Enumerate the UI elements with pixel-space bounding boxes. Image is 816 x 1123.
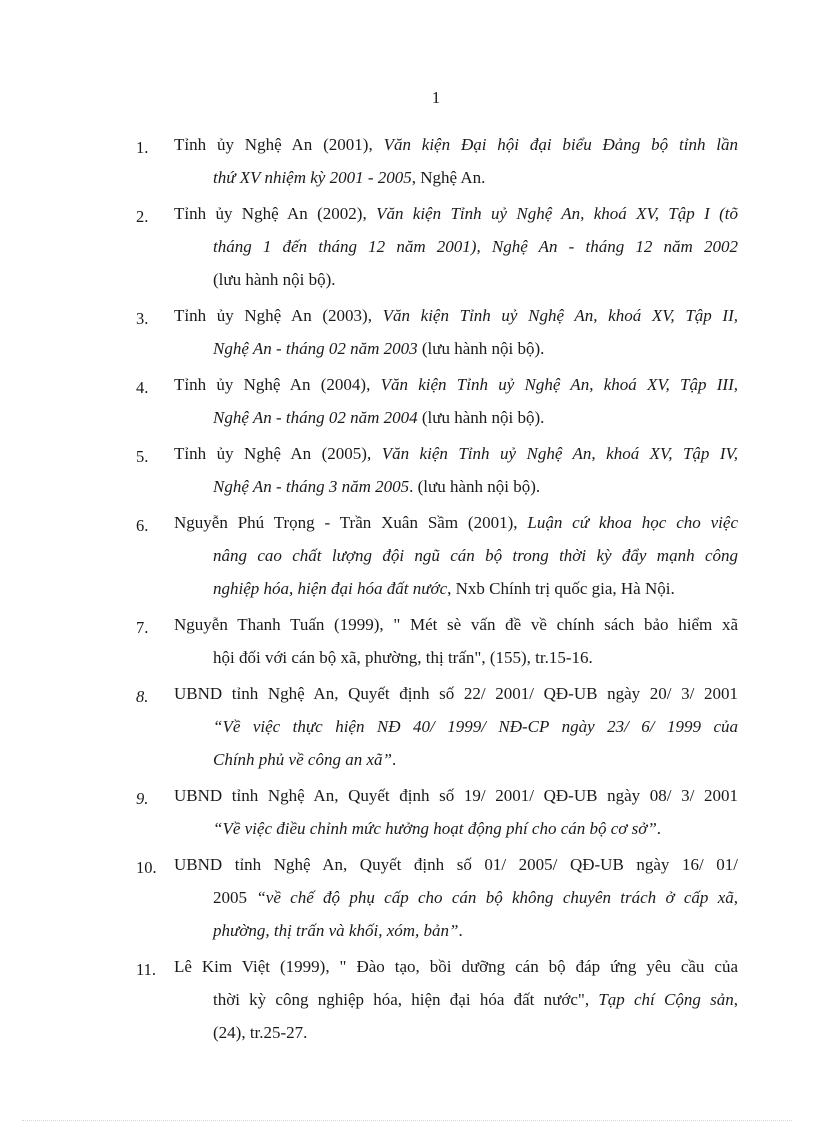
italic-title-segment: Văn kiện Đại hội đại biểu Đảng bộ tỉnh lần	[383, 135, 739, 154]
reference-number: 5.	[136, 447, 149, 466]
italic-title-segment: Văn kiện Tỉnh uỷ Nghệ An, khoá XV, Tập IV,	[381, 444, 738, 463]
reference-text	[174, 608, 738, 674]
reference-line	[174, 641, 738, 674]
reference-line	[174, 368, 738, 401]
italic-title-segment: Văn kiện Tỉnh uỷ Nghệ An, khoá XV, Tập II,	[382, 306, 738, 325]
reference-line	[174, 914, 738, 947]
reference-text	[174, 368, 738, 434]
text-segment: Tỉnh ủy Nghệ An (2004),	[174, 375, 381, 394]
text-segment: Tỉnh ủy Nghệ An (2002),	[174, 204, 377, 223]
reference-list	[0, 128, 816, 1052]
italic-title-segment: “Về việc điều chỉnh mức hưởng hoạt động phí cho cán bộ cơ sở”	[213, 819, 657, 838]
reference-number: 9.	[136, 789, 149, 808]
italic-title-segment: Nghệ An - tháng 02 năm 2004	[213, 408, 418, 427]
italic-title-segment: Nghệ An - tháng 02 năm 2003	[213, 339, 418, 358]
reference-text	[174, 950, 738, 1049]
reference-text	[174, 506, 738, 605]
reference-number: 4.	[136, 378, 149, 397]
reference-line	[174, 572, 738, 605]
reference-text	[174, 128, 738, 194]
text-segment: hội đối với cán bộ xã, phường, thị trấn", (155), tr.15-16.	[213, 648, 593, 667]
reference-line	[174, 983, 738, 1016]
reference-item	[0, 608, 816, 674]
reference-number: 7.	[136, 618, 149, 637]
reference-text	[174, 779, 738, 845]
italic-title-segment: phường, thị trấn và khối, xóm, bản”	[213, 921, 459, 940]
text-segment: . (lưu hành nội bộ).	[409, 477, 541, 496]
reference-item	[0, 299, 816, 365]
italic-title-segment: Tạp chí Cộng sản	[598, 990, 734, 1009]
reference-text	[174, 677, 738, 776]
reference-line	[174, 401, 738, 434]
text-segment: Lê Kim Việt (1999), " Đào tạo, bồi dưỡng cán bộ đáp ứng yêu cầu của	[174, 957, 738, 976]
text-segment: .	[656, 819, 662, 838]
reference-item	[0, 848, 816, 947]
reference-number: 3.	[136, 309, 149, 328]
reference-line	[174, 470, 738, 503]
reference-item	[0, 437, 816, 503]
reference-line	[174, 779, 738, 812]
italic-title-segment: Văn kiện Tỉnh uỷ Nghệ An, khoá XV, Tập I (tõ	[376, 204, 738, 223]
italic-title-segment: Luận cứ khoa học cho việc	[527, 513, 738, 532]
italic-title-segment: thứ XV nhiệm kỳ 2001 - 2005	[213, 168, 412, 187]
italic-title-segment: Văn kiện Tỉnh uỷ Nghệ An, khoá XV, Tập III,	[380, 375, 738, 394]
reference-number: 10.	[136, 858, 157, 877]
reference-item	[0, 779, 816, 845]
italic-title-segment: “về chế độ phụ cấp cho cán bộ không chuyên trách ở cấp xã,	[256, 888, 738, 907]
text-segment: UBND tỉnh Nghệ An, Quyết định số 19/ 2001/ QĐ-UB ngày 08/ 3/ 2001	[174, 786, 738, 805]
reference-line	[174, 230, 738, 263]
text-segment: Tỉnh ủy Nghệ An (2001),	[174, 135, 384, 154]
reference-text	[174, 299, 738, 365]
italic-title-segment: “Về việc thực hiện NĐ 40/ 1999/ NĐ-CP ngày 23/ 6/ 1999 của	[213, 717, 738, 736]
reference-line	[174, 263, 738, 296]
page-bottom-rule	[22, 1120, 792, 1121]
reference-item	[0, 950, 816, 1049]
reference-line	[174, 848, 738, 881]
reference-text	[174, 437, 738, 503]
reference-item	[0, 677, 816, 776]
reference-line	[174, 608, 738, 641]
reference-line	[174, 812, 738, 845]
italic-title-segment: nâng cao chất lượng đội ngũ cán bộ trong thời kỳ đẩy mạnh công	[213, 546, 738, 565]
text-segment: Tỉnh ủy Nghệ An (2005),	[174, 444, 382, 463]
text-segment: Nguyễn Phú Trọng - Trần Xuân Sầm (2001),	[174, 513, 528, 532]
reference-item	[0, 368, 816, 434]
text-segment: (24), tr.25-27.	[213, 1023, 308, 1042]
reference-line	[174, 506, 738, 539]
text-segment: Nguyễn Thanh Tuấn (1999), " Mét sè vấn đề về chính sách bảo hiểm xã	[174, 615, 738, 634]
reference-text	[174, 848, 738, 947]
reference-line	[174, 881, 738, 914]
reference-line	[174, 1016, 738, 1049]
italic-title-segment: Chính phủ về công an xã”	[213, 750, 392, 769]
reference-number: 6.	[136, 516, 149, 535]
reference-line	[174, 539, 738, 572]
text-segment: (lưu hành nội bộ).	[213, 270, 336, 289]
italic-title-segment: tháng 1 đến tháng 12 năm 2001), Nghệ An - tháng 12 năm 2002	[213, 237, 738, 256]
reference-line	[174, 437, 738, 470]
reference-text	[174, 197, 738, 296]
reference-line	[174, 197, 738, 230]
italic-title-segment: nghiệp hóa, hiện đại hóa đất nước	[213, 579, 448, 598]
reference-line	[174, 161, 738, 194]
reference-item	[0, 128, 816, 194]
reference-line	[174, 950, 738, 983]
page-number: 1	[431, 88, 441, 107]
text-segment: , Nghệ An.	[411, 168, 486, 187]
text-segment: UBND tỉnh Nghệ An, Quyết định số 01/ 2005/ QĐ-UB ngày 16/ 01/	[174, 855, 738, 874]
text-segment: .	[391, 750, 397, 769]
text-segment: , Nxb Chính trị quốc gia, Hà Nội.	[447, 579, 675, 598]
text-segment: (lưu hành nội bộ).	[417, 339, 545, 358]
reference-line	[174, 743, 738, 776]
text-segment: UBND tỉnh Nghệ An, Quyết định số 22/ 2001/ QĐ-UB ngày 20/ 3/ 2001	[174, 684, 738, 703]
text-segment: (lưu hành nội bộ).	[417, 408, 545, 427]
reference-line	[174, 128, 738, 161]
text-segment: thời kỳ công nghiệp hóa, hiện đại hóa đất nước",	[213, 990, 599, 1009]
reference-item	[0, 506, 816, 605]
reference-number: 1.	[136, 138, 149, 157]
reference-item	[0, 197, 816, 296]
italic-title-segment: Nghệ An - tháng 3 năm 2005	[213, 477, 410, 496]
reference-line	[174, 677, 738, 710]
reference-line	[174, 332, 738, 365]
reference-number: 8.	[136, 687, 149, 706]
text-segment: ,	[733, 990, 738, 1009]
reference-line	[174, 710, 738, 743]
reference-line	[174, 299, 738, 332]
text-segment: 2005	[213, 888, 257, 907]
reference-number: 2.	[136, 207, 149, 226]
text-segment: Tỉnh ủy Nghệ An (2003),	[174, 306, 383, 325]
text-segment: .	[458, 921, 463, 940]
reference-number: 11.	[136, 960, 157, 979]
